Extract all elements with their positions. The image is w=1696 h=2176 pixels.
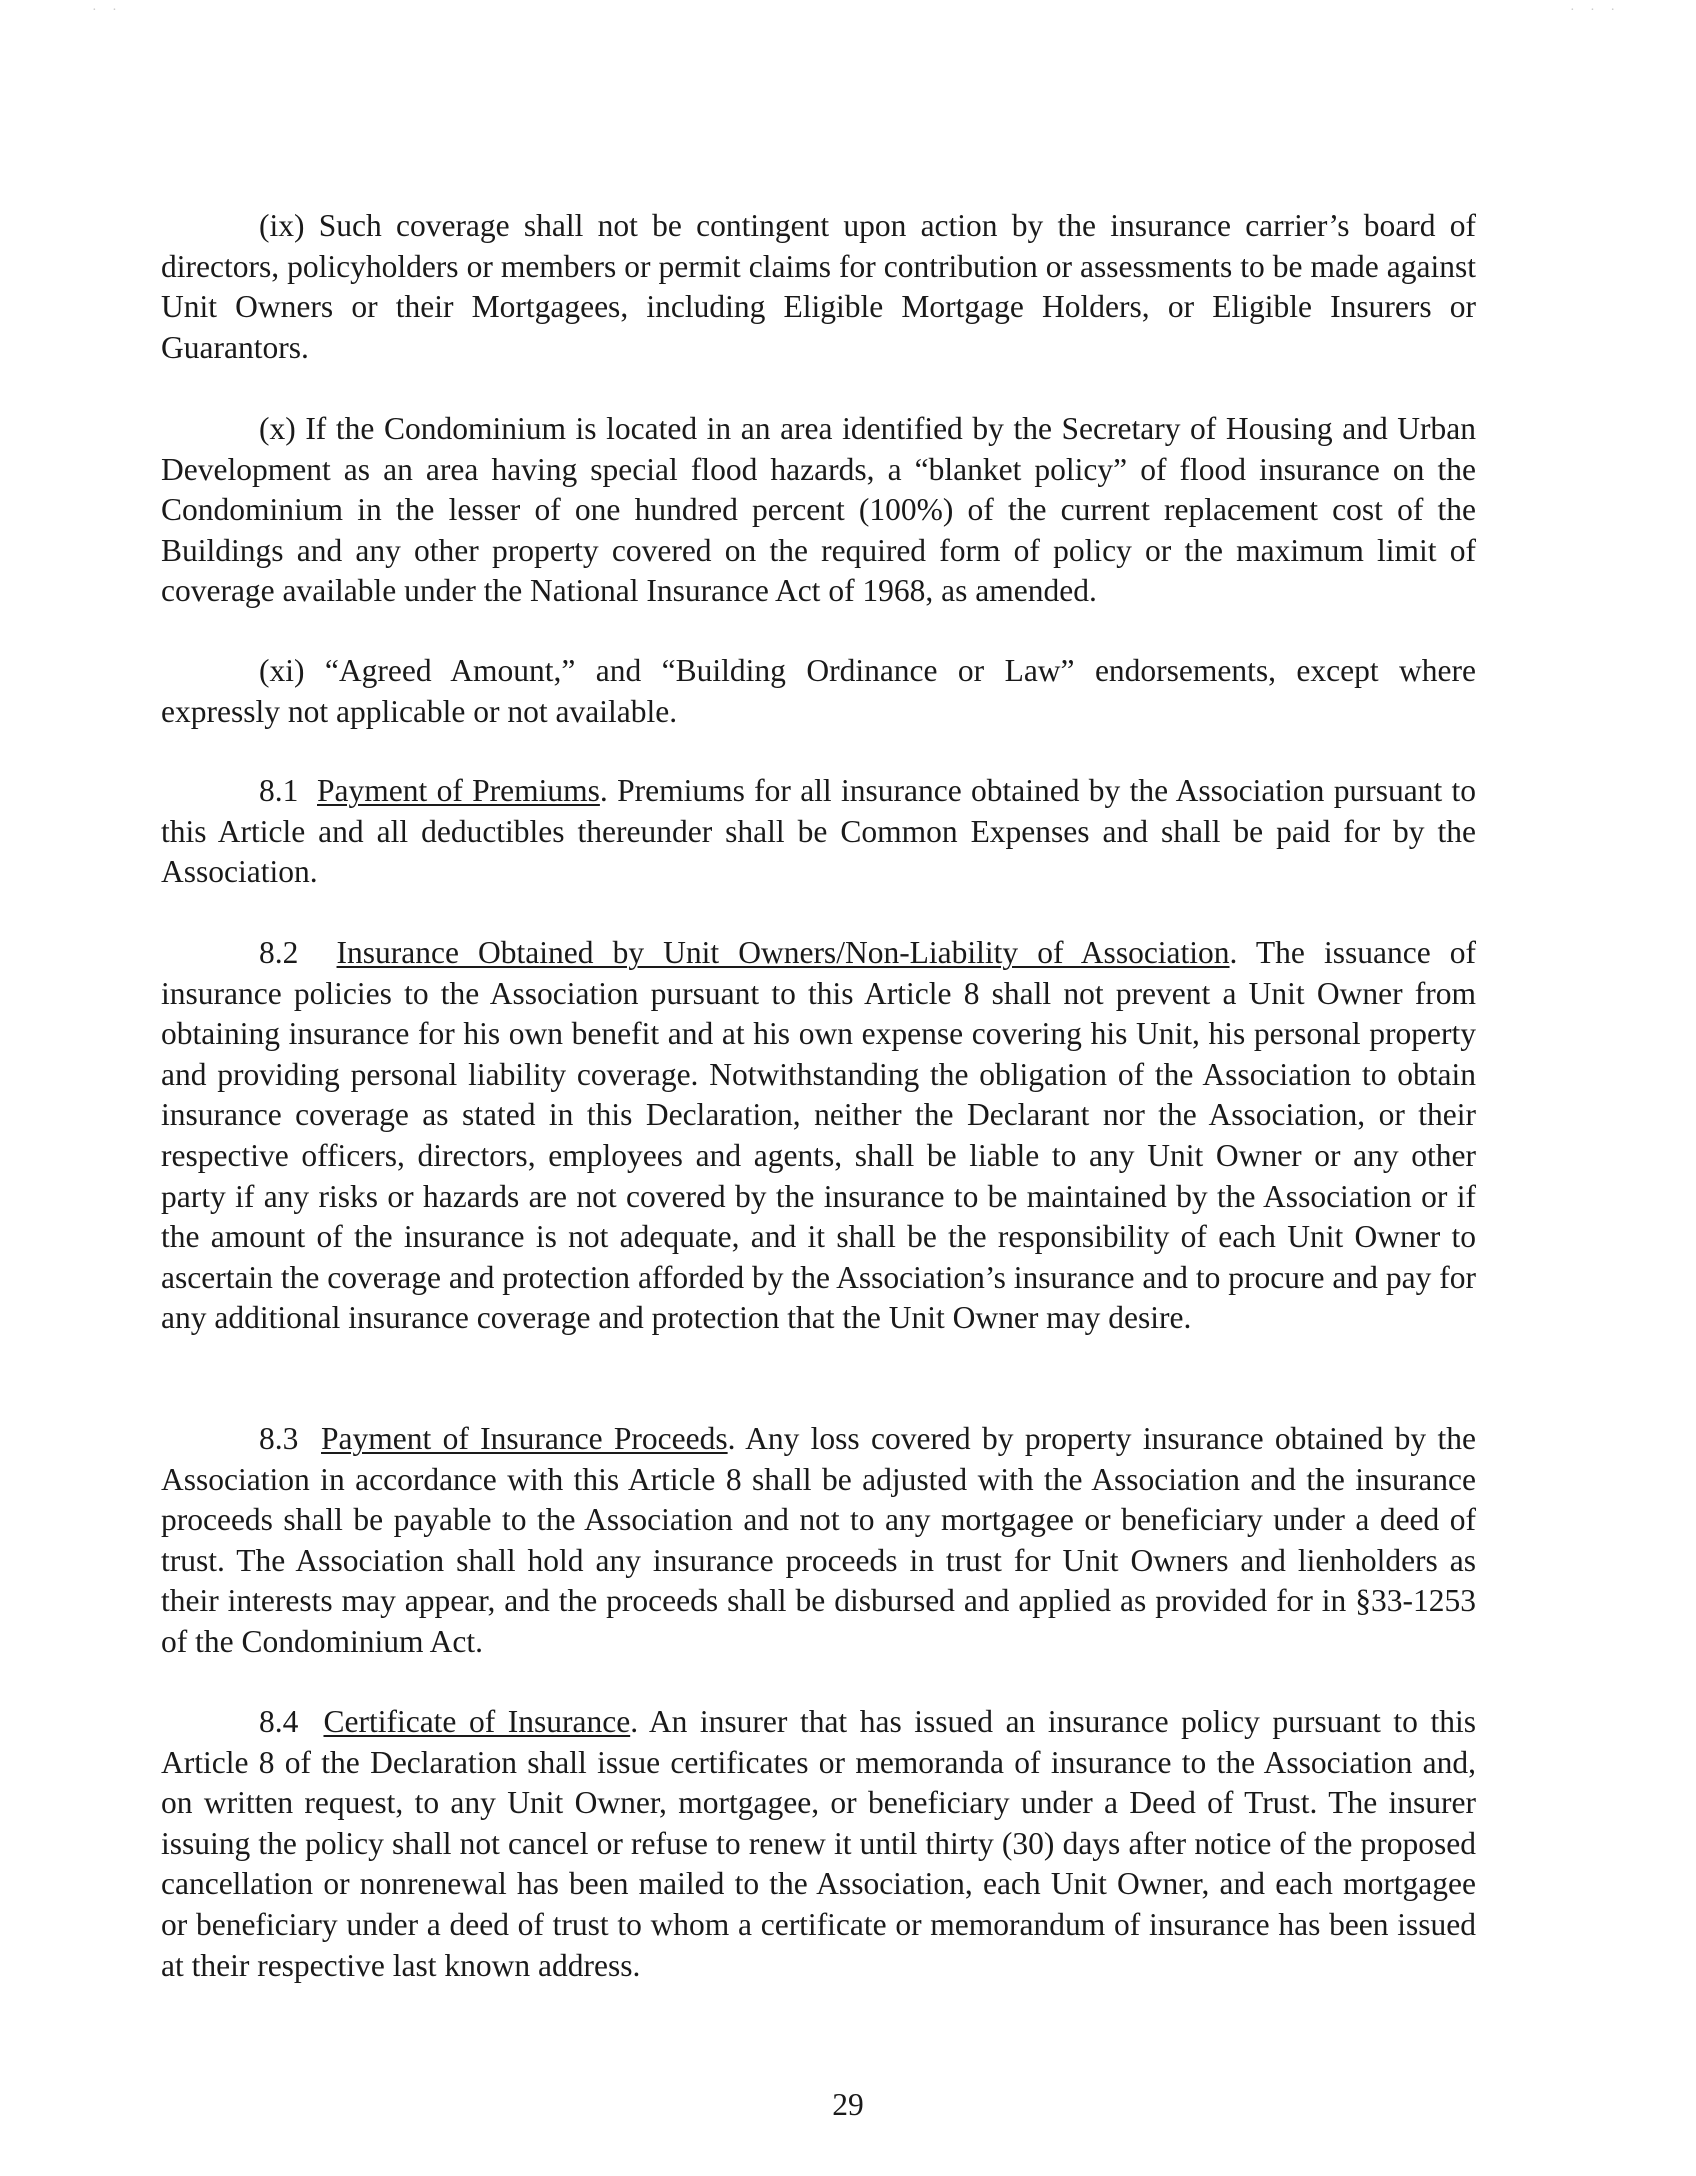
paragraph-xi xyxy=(161,651,1476,732)
paragraph-label: (xi) xyxy=(259,653,305,688)
section-heading: Insurance Obtained by Unit Owners/Non-Liability of Association xyxy=(336,935,1230,970)
section-text: . The issuance of insurance policies to the Association pursuant to this Article 8 shall not prevent a Unit Owner from obtaining insurance for his own benefit and at his own expense covering his Unit, his personal property and providing personal liability coverage. Notwithstanding the obligation of the Association to obtain insurance coverage as stated in this Declaration, neither the Declarant nor the Association, or their respective officers, directors, employees and agents, shall be liable to any Unit Owner or any other party if any risks or hazards are not covered by the insurance to be maintained by the Association or if the amount of the insurance is not adequate, and it shall be the responsibility of each Unit Owner to ascertain the coverage and protection afforded by the Association’s insurance and to procure and pay for any additional insurance coverage and protection that the Unit Owner may desire. xyxy=(161,935,1476,1336)
section-8-1 xyxy=(161,771,1476,893)
section-text: . Premiums for all insurance obtained by the Association pursuant to this Article and all deductibles thereunder shall be Common Expenses and shall be paid for by the Association. xyxy=(161,773,1477,890)
section-number: 8.4 xyxy=(259,1704,299,1739)
paragraph-label: (ix) xyxy=(259,208,305,243)
paragraph-text: If the Condominium is located in an area identified by the Secretary of Housing and Urban Development as an area having special flood hazards, a “blanket policy” of flood insurance on the Condominium in the lesser of one hundred percent (100%) of the current replacement cost of the Buildings and any other property covered on the required form of policy or the maximum limit of coverage available under the National Insurance Act of 1968, as amended. xyxy=(161,411,1476,609)
scan-artifact: · · · xyxy=(1570,3,1621,18)
section-number: 8.3 xyxy=(259,1421,299,1456)
section-number: 8.2 xyxy=(259,935,299,970)
paragraph-ix xyxy=(161,206,1476,368)
section-heading: Payment of Insurance Proceeds xyxy=(321,1421,728,1456)
paragraph-label: (x) xyxy=(259,411,296,446)
section-8-3 xyxy=(161,1419,1476,1663)
section-number: 8.1 xyxy=(259,773,299,808)
section-text: . Any loss covered by property insurance obtained by the Association in accordance with this Article 8 shall be adjusted with the Association and the insurance proceeds shall be payable to the Association and not to any mortgagee or beneficiary under a deed of trust. The Association shall hold any insurance proceeds in trust for Unit Owners and lienholders as their interests may appear, and the proceeds shall be disbursed and applied as provided for in §33-1253 of the Condominium Act. xyxy=(161,1421,1476,1659)
section-heading: Payment of Premiums xyxy=(317,773,600,808)
section-heading: Certificate of Insurance xyxy=(323,1704,631,1739)
paragraph-x xyxy=(161,409,1476,612)
page-number: 29 xyxy=(832,2087,864,2122)
scan-artifact: · · xyxy=(92,3,123,18)
paragraph-text: “Agreed Amount,” and “Building Ordinance or Law” endorsements, except where expressly not applicable or not available. xyxy=(161,653,1476,729)
section-8-4 xyxy=(161,1702,1476,1986)
section-8-2 xyxy=(161,933,1476,1339)
section-text: . An insurer that has issued an insurance policy pursuant to this Article 8 of the Declaration shall issue certificates or memoranda of insurance to the Association and, on written request, to any Unit Owner, mortgagee, or beneficiary under a Deed of Trust. The insurer issuing the policy shall not cancel or refuse to renew it until thirty (30) days after notice of the proposed cancellation or nonrenewal has been mailed to the Association, each Unit Owner, and each mortgagee or beneficiary under a deed of trust to whom a certificate or memorandum of insurance has been issued at their respective last known address. xyxy=(161,1704,1476,1983)
paragraph-text: Such coverage shall not be contingent upon action by the insurance carrier’s board of directors, policyholders or members or permit claims for contribution or assessments to be made against Unit Owners or their Mortgagees, including Eligible Mortgage Holders, or Eligible Insurers or Guarantors. xyxy=(161,208,1476,365)
